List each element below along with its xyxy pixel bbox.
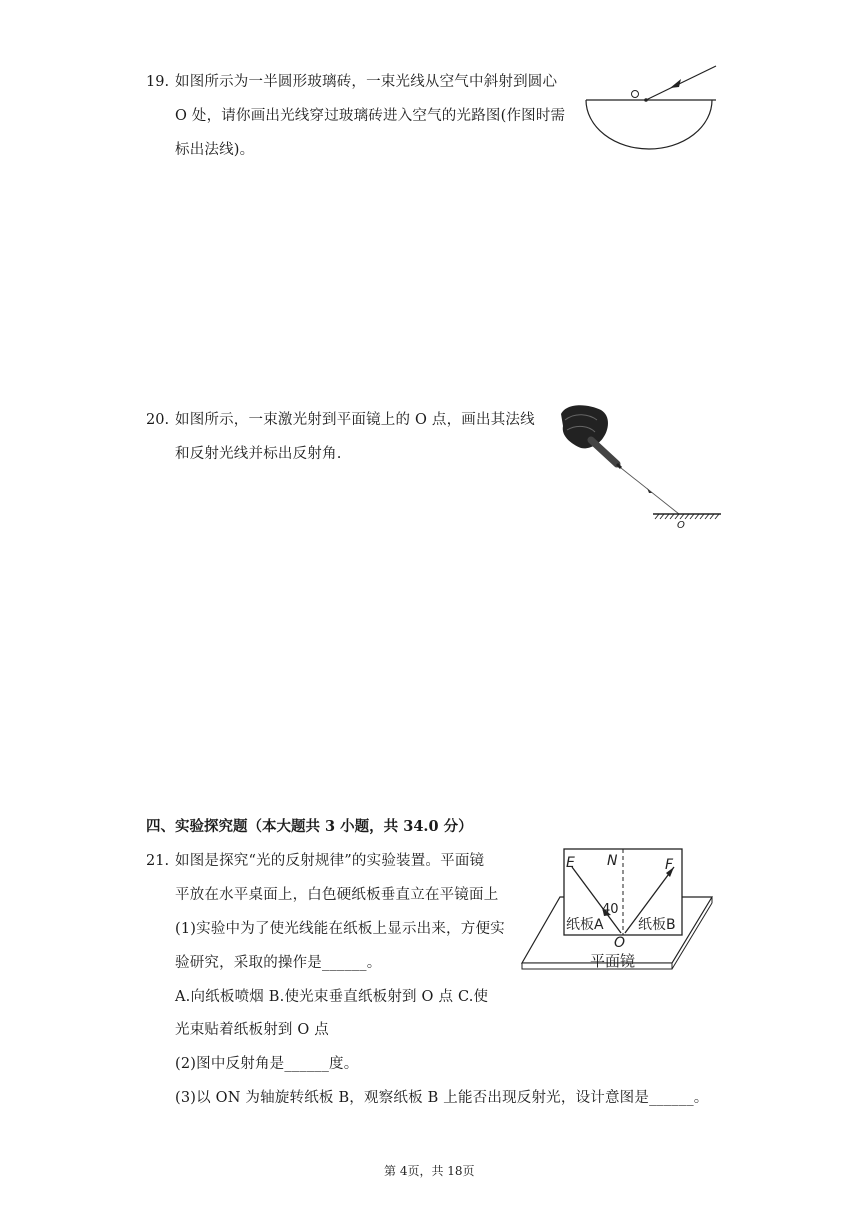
question-number: 21. [146, 853, 170, 869]
point-o-label: O [614, 935, 626, 951]
question-text-line: 光束贴着纸板射到 O 点 [175, 1022, 330, 1038]
mirror-label: 平面镜 [590, 952, 636, 970]
reflection-experiment-figure [520, 845, 716, 985]
question-text-line: 平放在水平桌面上，白色硬纸板垂直立在平镜面上 [175, 887, 499, 903]
question-text-line: 如图所示为一半圆形玻璃砖，一束光线从空气中斜射到圆心 [175, 74, 558, 90]
section-heading: 四、实验探究题（本大题共 3 小题，共 34.0 分） [146, 818, 473, 835]
question-text-line: 如图是探究“光的反射规律”的实验装置。平面镜 [175, 853, 485, 869]
point-o-label: O [677, 520, 685, 531]
question-text-line: 和反射光线并标出反射角. [175, 446, 342, 462]
question-text-line: 验研究，采取的操作是______。 [175, 955, 382, 971]
label-f: F [665, 857, 674, 873]
question-text-line: 如图所示，一束激光射到平面镜上的 O 点，画出其法线 [175, 412, 535, 428]
mirror-hatching [655, 514, 719, 519]
question-text-line: (2)图中反射角是______度。 [175, 1056, 359, 1072]
glass-arc [586, 100, 712, 149]
board-a-label: 纸板A [566, 917, 604, 933]
question-text-line: 标出法线)。 [175, 142, 255, 158]
label-e: E [566, 855, 575, 871]
laser-mirror-figure [555, 400, 725, 532]
laser-pen [591, 440, 617, 464]
center-o-marker [632, 91, 639, 98]
page-footer: 第 4页，共 18页 [384, 1164, 475, 1178]
label-n: N [607, 853, 618, 869]
board-b-label: 纸板B [638, 917, 676, 933]
semicircle-glass-figure [584, 62, 720, 154]
question-text-line: O 处，请你画出光线穿过玻璃砖进入空气的光路图(作图时需 [175, 108, 566, 124]
question-text-line: (1)实验中为了使光线能在纸板上显示出来，方便实 [175, 921, 505, 937]
question-text-line: A.向纸板喷烟 B.使光束垂直纸板射到 O 点 C.使 [175, 989, 489, 1005]
angle-label: 40 [602, 902, 619, 917]
question-number: 20. [146, 412, 170, 428]
ray-arrowhead [670, 79, 681, 88]
beam-arrowhead [647, 488, 652, 493]
question-number: 19. [146, 74, 170, 90]
question-text-line: (3)以 ON 为轴旋转纸板 B，观察纸板 B 上能否出现反射光，设计意图是______。 [175, 1090, 709, 1106]
incident-ray [646, 66, 716, 100]
